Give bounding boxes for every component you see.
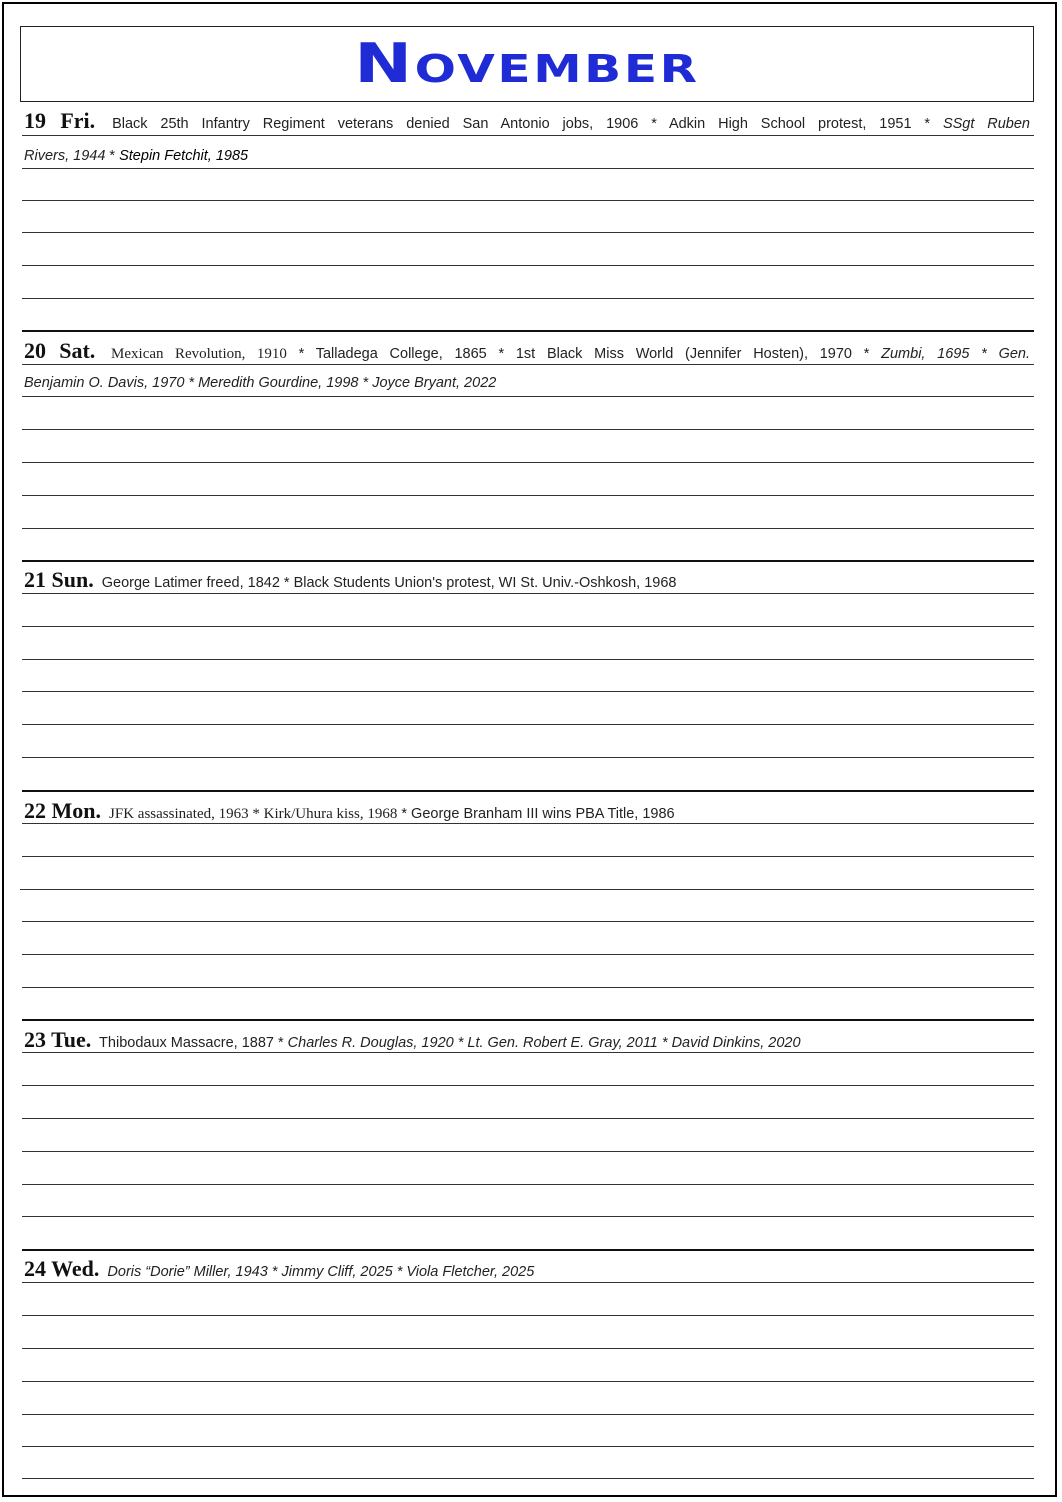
event-text-italic: Benjamin O. Davis, 1970 * Meredith Gourdine, 1998 * Joyce Bryant, 2022 xyxy=(24,375,497,391)
day-entry-line xyxy=(24,108,1030,134)
writing-line xyxy=(22,1184,1034,1185)
writing-line xyxy=(22,1348,1034,1349)
section-divider xyxy=(22,790,1034,792)
writing-line xyxy=(22,659,1034,660)
day-entry-line xyxy=(24,338,1030,364)
day-label: 24 Wed. xyxy=(24,1256,100,1281)
day-entry-line xyxy=(24,1256,1030,1282)
writing-line xyxy=(22,1381,1034,1382)
month-header xyxy=(20,26,1034,102)
writing-line xyxy=(22,462,1034,463)
month-title: November xyxy=(354,32,700,95)
writing-line xyxy=(22,1414,1034,1415)
writing-line xyxy=(22,1118,1034,1119)
event-text-italic: Doris “Dorie” Miller, 1943 * Jimmy Cliff, 2025 * Viola Fletcher, 2025 xyxy=(107,1264,535,1280)
rule xyxy=(22,396,1034,397)
writing-line xyxy=(22,921,1034,922)
section-divider xyxy=(22,560,1034,562)
writing-line xyxy=(22,987,1034,988)
day-entry-line xyxy=(24,148,1030,164)
rule xyxy=(22,1052,1034,1053)
day-entry-line xyxy=(24,798,1030,824)
writing-line xyxy=(22,1151,1034,1152)
rule xyxy=(22,168,1034,169)
writing-line xyxy=(22,528,1034,529)
writing-line xyxy=(22,429,1034,430)
event-text-italic: Stepin Fetchit, 1985 xyxy=(119,148,249,164)
rule xyxy=(22,135,1034,136)
event-text: Mexican Revolution, 1910 xyxy=(111,346,287,362)
event-text: * George Branham III wins PBA Title, 1986 xyxy=(397,806,675,822)
event-text: Black 25th Infantry Regiment veterans denied San Antonio jobs, 1906 * Adkin High School protest, 1951 * xyxy=(112,116,943,132)
event-text-italic: Charles R. Douglas, 1920 * Lt. Gen. Robert E. Gray, 2011 * David Dinkins, 2020 xyxy=(287,1035,801,1051)
writing-line xyxy=(22,1478,1034,1479)
day-label: 22 Mon. xyxy=(24,798,101,823)
day-entry-line xyxy=(24,375,1030,391)
event-text-italic: SSgt Ruben xyxy=(942,116,1030,132)
writing-line xyxy=(22,757,1034,758)
day-entry-line xyxy=(24,1027,1030,1053)
event-text: Thibodaux Massacre, 1887 * xyxy=(99,1035,288,1051)
day-label: 23 Tue. xyxy=(24,1027,92,1052)
writing-line xyxy=(22,691,1034,692)
writing-line xyxy=(22,954,1034,955)
writing-line xyxy=(22,1085,1034,1086)
event-text: * xyxy=(105,148,120,164)
event-text-italic: Zumbi, 1695 * Gen. xyxy=(881,346,1030,362)
event-text-italic: Rivers, 1944 xyxy=(24,148,106,164)
section-divider xyxy=(22,1019,1034,1021)
writing-line xyxy=(22,200,1034,201)
rule xyxy=(22,593,1034,594)
writing-line xyxy=(22,265,1034,266)
event-text: JFK assassinated, 1963 * Kirk/Uhura kiss, 1968 xyxy=(109,806,398,822)
day-label: 21 Sun. xyxy=(24,567,94,592)
rule xyxy=(22,823,1034,824)
event-text: George Latimer freed, 1842 * Black Students Union's protest, WI St. Univ.-Oshkosh, 1968 xyxy=(101,575,677,591)
writing-line xyxy=(22,1446,1034,1447)
section-divider xyxy=(22,330,1034,332)
day-label: 20 Sat. xyxy=(24,338,96,363)
rule xyxy=(22,364,1034,365)
writing-line xyxy=(22,856,1034,857)
writing-line xyxy=(22,232,1034,233)
writing-line xyxy=(22,1216,1034,1217)
rule xyxy=(22,1282,1034,1283)
writing-line xyxy=(22,495,1034,496)
writing-line xyxy=(22,626,1034,627)
writing-line xyxy=(22,1315,1034,1316)
writing-line xyxy=(22,724,1034,725)
day-label: 19 Fri. xyxy=(24,108,96,133)
event-text: * Talladega College, 1865 * 1st Black Miss World (Jennifer Hosten), 1970 * xyxy=(286,346,882,362)
writing-line xyxy=(22,298,1034,299)
day-entry-line xyxy=(24,567,1030,593)
section-divider xyxy=(22,1249,1034,1251)
writing-line xyxy=(20,889,1034,890)
